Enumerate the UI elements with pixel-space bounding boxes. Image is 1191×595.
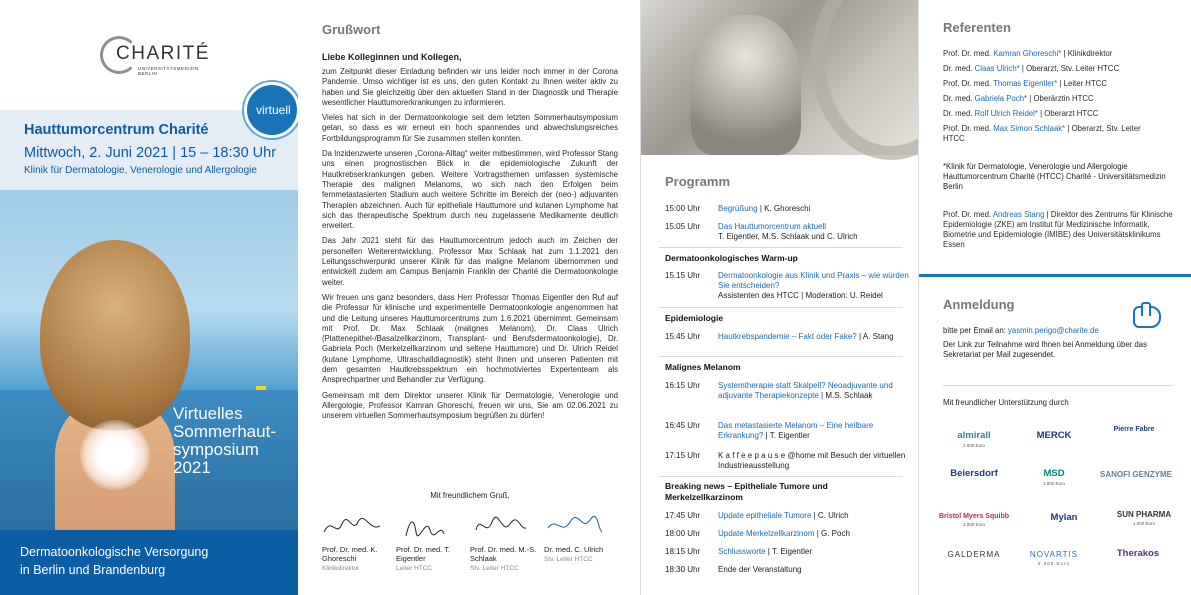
programm-heading: Programm — [665, 174, 731, 189]
program-title: Ende der Veranstaltung — [718, 565, 802, 574]
program-time: 15:05 Uhr — [665, 222, 701, 231]
speaker-name-link[interactable]: Max Simon Schlaak* — [993, 124, 1066, 133]
speaker-role: Oberarzt, Stv. Leiter HTCC — [1026, 64, 1120, 73]
charite-logo — [100, 36, 212, 78]
program-time: 15:00 Uhr — [665, 204, 701, 213]
registration-email-line — [943, 326, 1099, 335]
program-speaker: M.S. Schlaak — [825, 391, 873, 400]
program-speaker: K. Ghoreschi — [764, 204, 811, 213]
sponsor-name: MSD — [1043, 468, 1065, 479]
sponsor-name: NOVARTIS — [1029, 550, 1079, 559]
sponsor-logo — [1099, 426, 1169, 435]
signatory-role: Klinikdirektor — [322, 565, 360, 572]
speaker-entry: Dr. med. Gabriela Poch* | Oberärztin HTCC — [943, 94, 1094, 103]
divider — [659, 356, 903, 357]
speaker-title: Prof. Dr. med. — [943, 210, 992, 219]
sponsor-logo — [1091, 470, 1181, 481]
hair-bun-image — [40, 240, 190, 430]
speaker-title: Dr. med. — [943, 64, 973, 73]
speaker-role: Klinikdirektor — [1067, 49, 1113, 58]
speaker-role: Direktor des Zentrums für Klinische Epidemiologie (ZKE) am Institut für Medizinische Informatik, Biometrie und Epidemiologie (IMIBE) des Universitätsklinikums Essen — [943, 210, 1173, 249]
speaker-role: Oberarzt, Stv. Leiter HTCC — [943, 124, 1141, 143]
affiliation-note: *Klinik für Dermatologie, Venerologie und Allergologie Hauttumorcentrum Charité (HTCC) Charité - Universitätsmedizin Berlin — [943, 162, 1166, 191]
speaker-title: Prof. Dr. med. — [943, 79, 992, 88]
pointing-hand-icon — [1133, 306, 1161, 328]
program-section: Epidemiologie — [665, 313, 724, 323]
paragraph: Gemeinsam mit dem Direktor unserer Klinik für Dermatologie, Venerologie und Allergologie, Professor Kamran Ghoreschi, freuen wir uns, Sie am 02.06.2021 zu unserem virtuellen Sommerhautsymposium begrüßen zu dürfen! — [322, 390, 618, 421]
event-title-line: Sommerhaut- — [173, 422, 276, 441]
section-divider — [919, 274, 1191, 277]
program-section: Malignes Melanom — [665, 362, 741, 372]
speaker-role: Oberärztin HTCC — [1033, 94, 1094, 103]
program-time: 16:45 Uhr — [665, 421, 701, 430]
sponsor-name: SUN PHARMA — [1116, 510, 1172, 519]
paragraph: Vieles hat sich in der Dermatoonkologie seit dem letzten Sommerhautsymposium getan, so dass es wir erneut ein hoch spannendes und abwechslungsreiches Fortbildungsprogramm für Sie zusammen stellen konnten. — [322, 113, 618, 143]
sponsor-logo — [1103, 548, 1173, 561]
speaker-entry: Dr. med. Claas Ulrich* | Oberarzt, Stv. Leiter HTCC — [943, 64, 1120, 73]
signature-icon — [544, 512, 604, 540]
signatory-name: Prof. Dr. med. M.-S. Schlaak — [470, 545, 537, 563]
signature-block — [396, 512, 466, 572]
referenten-panel — [919, 0, 1191, 595]
statue-figure — [691, 15, 801, 155]
registration-email-link[interactable]: yasmin.perigo@charite.de — [1008, 326, 1099, 335]
boat-icon — [256, 386, 266, 390]
signatory-role: Stv. Leiter HTCC — [470, 565, 519, 572]
program-speaker: Assistenten des HTCC | Moderation: U. Reidel — [718, 291, 883, 300]
divider — [659, 247, 903, 248]
divider — [659, 476, 903, 477]
sponsor-amount: 1.000 Euro — [1132, 521, 1156, 526]
program-title-link[interactable]: Update epitheliale Tumore — [718, 511, 812, 520]
speaker-entry: Prof. Dr. med. Max Simon Schlaak* | Oberarzt, Stv. Leiter HTCC — [943, 124, 1141, 143]
salutation: Liebe Kolleginnen und Kollegen, — [322, 52, 462, 62]
event-title-line: symposium — [173, 440, 259, 459]
program-title-link[interactable]: Systemtherapie statt Skalpell? Neoadjuvante und adjuvante Therapiekonzepte — [718, 381, 893, 400]
signature-block — [322, 512, 392, 572]
speaker-role: Leiter HTCC — [1063, 79, 1107, 88]
sponsor-logo — [1029, 512, 1099, 525]
program-speaker: G. Poch — [821, 529, 850, 538]
paragraph: zum Zeitpunkt dieser Einladung befinden wir uns leider noch immer in der Corona Pandemie. Umso wichtiger ist es uns, den guten Kontakt zu Ihnen weiter aktiv zu haben und Sie gleichzeitig über den aktuellen Stand in der Diagnostik und Therapie wesentlicher Hauttumorerkrankungen zu informieren. — [322, 67, 618, 107]
statue-photo — [641, 0, 919, 155]
speaker-entry: Prof. Dr. med. Thomas Eigentler* | Leiter HTCC — [943, 79, 1107, 88]
registration-info: Der Link zur Teilnahme wird Ihnen bei Anmeldung über das Sekretariat per Mail zugesendet. — [943, 340, 1147, 359]
sponsor-logo — [939, 550, 1009, 561]
cover-photo — [0, 190, 298, 530]
speaker-title: Dr. med. — [943, 109, 973, 118]
speaker-name-link[interactable]: Thomas Eigentler* — [993, 79, 1058, 88]
event-date: Mittwoch, 2. Juni 2021 | 15 – 18:30 Uhr — [24, 145, 277, 161]
program-time: 18:00 Uhr — [665, 529, 701, 538]
signature-block — [470, 512, 540, 572]
signature-icon — [396, 512, 456, 540]
sunscreen-sun-icon — [80, 420, 150, 490]
clinic-name: Klinik für Dermatologie, Venerologie und Allergologie — [24, 165, 257, 176]
grusswort-panel — [298, 0, 640, 595]
cover-footer — [0, 530, 298, 595]
sponsor-name: SANOFI GENZYME — [1099, 470, 1172, 479]
signatory-role: Leiter HTCC — [396, 565, 433, 572]
sponsor-logo — [1109, 510, 1179, 526]
sponsor-amount: 2.000 Euro — [1037, 561, 1071, 566]
cover-footer-line2: in Berlin und Brandenburg — [20, 563, 166, 577]
speaker-name-link[interactable]: Kamran Ghoreschi* — [993, 49, 1062, 58]
program-time: 18:15 Uhr — [665, 547, 701, 556]
program-time: 17:15 Uhr — [665, 451, 701, 460]
speaker-title: Dr. med. — [943, 94, 973, 103]
event-title-line: 2021 — [173, 458, 211, 477]
program-title-link[interactable]: Das Hauttumorcentrum aktuell — [718, 222, 827, 231]
program-speaker: A. Stang — [862, 332, 894, 341]
virtual-badge-label: virtuell — [256, 103, 291, 117]
speaker-name-link[interactable]: Claas Ulrich* — [974, 64, 1020, 73]
speaker-title: Prof. Dr. med. — [943, 124, 992, 133]
divider — [659, 307, 903, 308]
paragraph: Wir freuen uns ganz besonders, dass Herr Professor Thomas Eigentler den Ruf auf die Professur für klinische und experimentelle Dermatoonkologie angenommen hat und die Leitung unseres Hauttumorcentrums zum 1.6.2021 übernimmt. Gemeinsam mit Prof. Dr. Max Schlaak (malignes Melanom), Dr. Claas Ulrich (Plattenepithel-/Basalzellkarzinom, Transplant- und Berufsdermatoonkologie), Dr. Gabriela Poch (Merkelzellkarzinom und seltene Hauttumore) und Dr. Ulrich Reidel (kutane Lymphome, Ultraschalldiagnostik) steht Ihnen und unseren Patienten mit dem gesamten Hautkrebsspektrum ein hochmotiviertes Expertenteam als Ansprechpartner und Behandler zur Verfügung. — [322, 292, 618, 385]
sponsor-name: Pierre Fabre — [1113, 426, 1155, 433]
referenten-heading: Referenten — [943, 20, 1011, 35]
sponsor-logo — [939, 430, 1009, 448]
sponsor-amount: 2.000 Euro — [962, 522, 986, 527]
sponsor-logo — [1019, 550, 1089, 566]
sponsors-title: Mit freundlicher Unterstützung durch — [943, 398, 1069, 407]
sponsor-name: Mylan — [1050, 512, 1078, 523]
sponsor-amount: 1.800 Euro — [1042, 481, 1066, 486]
arch-shape — [811, 0, 919, 160]
grusswort-heading: Grußwort — [322, 22, 381, 37]
anmeldung-heading: Anmeldung — [943, 297, 1015, 312]
sponsor-logo — [929, 513, 1019, 527]
program-time: 15:45 Uhr — [665, 332, 701, 341]
sponsor-name: almirall — [957, 430, 991, 441]
divider — [943, 385, 1173, 386]
virtual-badge — [244, 82, 298, 138]
program-speaker: T. Eigentler, M.S. Schlaak und C. Ulrich — [718, 232, 858, 241]
event-title — [173, 405, 276, 477]
paragraph: Das Jahr 2021 steht für das Hauttumorcentrum jedoch auch im Zeichen der personellen Weiterentwicklung. Professor Max Schlaak hat zum 1.1.2021 den Leitungsschwerpunkt unserer Klinik für das maligne Melanom übernommen und entwickelt zudem am Campus Benjamin Franklin der Charité die Dermatoonkologie weiter. — [322, 236, 618, 287]
program-title-link[interactable]: Dermatoonkologie aus Klinik und Praxis – wie würden Sie entscheiden? — [718, 271, 909, 290]
program-title-link[interactable]: Update Merkelzellkarzinom — [718, 529, 815, 538]
logo-text: CHARITÉ — [116, 43, 210, 64]
programm-panel: Programm 15:00 Uhr Begrüßung | K. Ghoreschi 15:05 Uhr Das Hauttumorcentrum aktuell T. Eigentler, M.S. Schlaak und C. Ulrich Dermatoonkologisches Warm-up 15.15 Uhr Dermatoonkologie aus Klinik und Praxis – wie würden Sie entscheiden? Assistenten des HTCC | Moderation: U. Reidel Epidemiologie 15:45 Uhr Hautkrebspandemie – Fakt oder Fake? | A. Stang Malignes Melanom 16:15 Uhr Systemtherapie statt Skalpell? Neoadjuvante und adjuvante Therapiekonzepte | M.S. Schlaak 16:45 Uhr Das metastasierte Melanom – Eine heilbare Erkrankung? | T. Eigentler 17:15 Uhr K a f f e e p a u s e @home mit Besuch der virtuellen Industrieausstellung Breaking news – Epitheliale Tumore und Merkelzellkarzinom 17:45 Uhr Update epitheliale Tumore | C. Ulrich 18:00 Uhr Update Merkelzellkarzinom | G. Poch 18:15 Uhr Schlussworte | T. Eigentler 18:30 Uhr Ende der Veranstaltung — [640, 0, 919, 595]
email-prefix: bitte per Email an: — [943, 326, 1006, 335]
sponsor-logo — [939, 468, 1009, 481]
sponsor-name: Beiersdorf — [950, 468, 998, 479]
program-title-link[interactable]: Hautkrebspandemie – Fakt oder Fake? — [718, 332, 857, 341]
speaker-entry: Prof. Dr. med. Kamran Ghoreschi* | Klinikdirektor — [943, 49, 1113, 58]
grusswort-body — [322, 67, 618, 427]
logo-subtext: UNIVERSITÄTSMEDIZIN BERLIN — [138, 66, 199, 76]
program-time: 17:45 Uhr — [665, 511, 701, 520]
signatory-name: Prof. Dr. med. T. Eigentler — [396, 545, 451, 563]
speaker-entry: Dr. med. Rolf Ulrich Reidel* | Oberarzt HTCC — [943, 109, 1099, 118]
program-time: 16:15 Uhr — [665, 381, 701, 390]
speaker-name-link[interactable]: Gabriela Poch* — [974, 94, 1028, 103]
closing: Mit freundlichem Gruß, — [430, 491, 510, 500]
program-section: Dermatoonkologisches Warm-up — [665, 253, 798, 263]
sponsor-name: Therakos — [1116, 548, 1160, 559]
org-name: Hauttumorcentrum Charité — [24, 122, 209, 138]
sponsor-amount: 2.000 Euro — [962, 443, 986, 448]
program-title-link[interactable]: Das metastasierte Melanom – Eine heilbare Erkrankung? — [718, 421, 874, 440]
program-title: K a f f e e p a u s e @home mit Besuch der virtuellen Industrieausstellung — [718, 451, 906, 470]
cover-panel — [0, 0, 298, 595]
cover-footer-line1: Dermatoonkologische Versorgung — [20, 545, 209, 559]
signature-icon — [322, 512, 382, 540]
program-speaker: C. Ulrich — [817, 511, 849, 520]
signature-icon — [470, 512, 530, 540]
signatory-name: Prof. Dr. med. K. Ghoreschi — [322, 545, 378, 563]
program-title-link[interactable]: Begrüßung — [718, 204, 758, 213]
program-speaker: T. Eigentler — [769, 431, 810, 440]
signatory-role: Stv. Leiter HTCC — [544, 556, 593, 563]
speaker-entry: Prof. Dr. med. Andreas Stang | Direktor des Zentrums für Klinische Epidemiologie (ZKE) am Institut für Medizinische Informatik, Biometrie und Epidemiologie (IMIBE) des Universitätsklinikums Essen — [943, 210, 1173, 249]
speaker-name-link[interactable]: Andreas Stang — [992, 210, 1045, 219]
sponsor-name: Bristol Myers Squibb — [938, 513, 1009, 520]
sponsor-logo — [1019, 468, 1089, 486]
signatory-name: Dr. med. C. Ulrich — [544, 545, 604, 554]
program-time: 15.15 Uhr — [665, 271, 701, 280]
program-section: Breaking news – Epitheliale Tumore und Merkelzellkarzinom — [665, 481, 828, 502]
sponsor-name: MERCK — [1036, 430, 1072, 441]
event-title-line: Virtuelles — [173, 404, 243, 423]
program-speaker: T. Eigentler — [771, 547, 812, 556]
speaker-name-link[interactable]: Rolf Ulrich Reidel* — [974, 109, 1038, 118]
speaker-role: Oberarzt HTCC — [1044, 109, 1099, 118]
signature-block — [544, 512, 614, 563]
paragraph: Da Inzidenzwerte unseren „Corona-Alltag“ weiter mitbestimmen, wird Professor Stang uns einen prognostischen Blick in die epidemiologische Zukunft der Hautkrebserkrankungen geben. Weitere Vortragsthemen umfassen systemische Therapie des malignen Melanoms, wo sich nach den Erfolgen beim fernmetastasierten Stadium auch weitere Schritte im Bereich der (neo-) adjuvanten Therapien abzeichnen. Auch für epitheliale Hauttumore und kutanen Lymphome hat sich das therapeutische Spektrum durch neu zugelassene Medikamente deutlich erweitert. — [322, 149, 618, 231]
program-title-link[interactable]: Schlussworte — [718, 547, 766, 556]
program-time: 18:30 Uhr — [665, 565, 701, 574]
sponsor-name: GALDERMA — [947, 550, 1001, 559]
speaker-title: Prof. Dr. med. — [943, 49, 992, 58]
sponsor-logo — [1019, 430, 1089, 443]
